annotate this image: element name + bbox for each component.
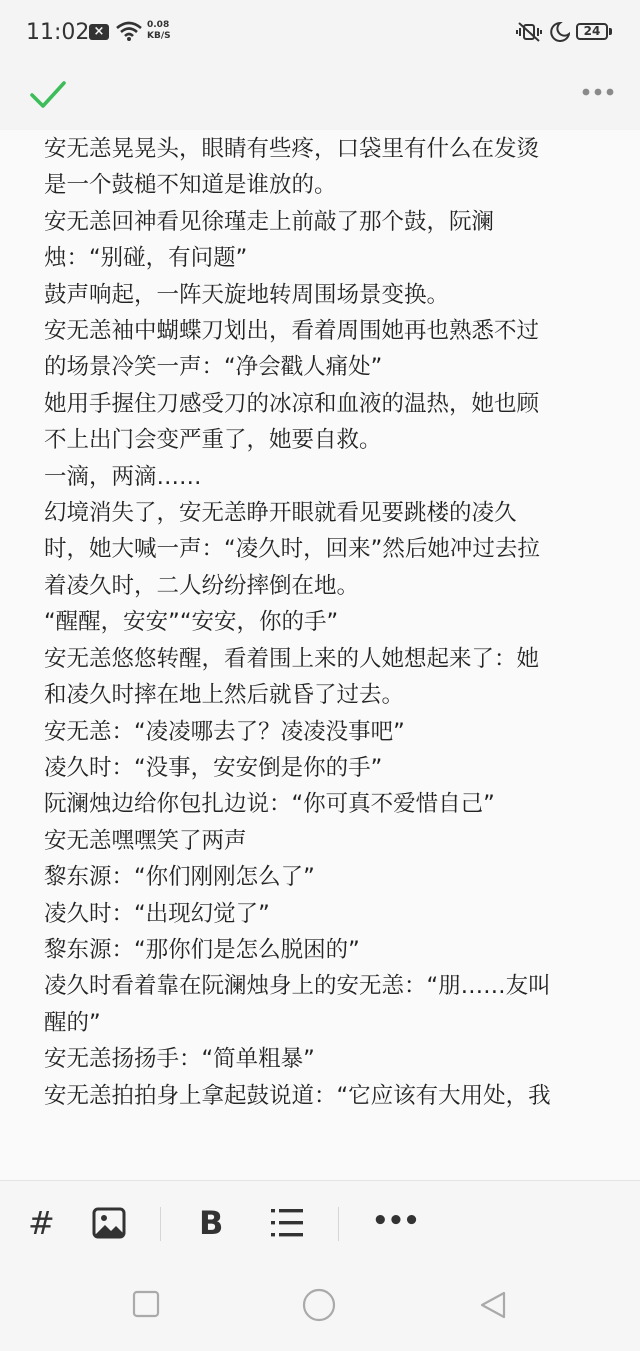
more-options-button[interactable]: ••• [372,1206,419,1236]
hashtag-button[interactable]: # [28,1204,55,1242]
text-line: 醒的” [44,1009,101,1036]
network-speed-unit: KB/S [147,31,171,41]
toolbar-divider [338,1207,339,1241]
text-line: 黎东源：“你们刚刚怎么了” [44,864,315,891]
text-line: 安无恙嘿嘿笑了两声 [44,827,247,854]
battery-icon: 24 [576,23,608,40]
text-line: 安无恙扬扬手：“简单粗暴” [44,1046,315,1073]
text-line: “醒醒，安安”“安安，你的手” [44,609,339,636]
triangle-back-icon[interactable] [478,1290,508,1324]
text-line: 幻境消失了，安无恙睁开眼就看见要跳楼的凌久 [44,500,517,527]
text-line: 凌久时看着靠在阮澜烛身上的安无恙：“朋……友叫 [44,973,551,1000]
network-speed-value: 0.08 [147,20,170,30]
text-line: 阮澜烛边给你包扎边说：“你可真不爱惜自己” [44,791,495,818]
note-editor[interactable] [0,130,640,1180]
vibrate-mute-icon [516,22,542,46]
bold-button[interactable]: B [199,1204,224,1242]
formatting-toolbar [0,1180,640,1265]
image-icon[interactable] [92,1201,126,1245]
text-line: 和凌久时摔在地上然后就昏了过去。 [44,682,405,709]
status-bar [0,0,640,64]
text-line: 安无恙悠悠转醒，看着围上来的人她想起来了：她 [44,645,540,672]
text-line: 不上出门会变严重了，她要自救。 [44,427,382,454]
text-line: 是一个鼓槌不知道是谁放的。 [44,172,337,199]
text-line: 黎东源：“那你们是怎么脱困的” [44,936,360,963]
text-line: 安无恙晃晃头，眼睛有些疼，口袋里有什么在发烫 [44,136,540,162]
text-line: 烛：“别碰，有问题” [44,245,248,272]
close-box-icon: × [89,24,109,40]
text-line: 的场景冷笑一声：“净会戳人痛处” [44,354,383,381]
text-line: 安无恙回神看见徐瑾走上前敲了那个鼓，阮澜 [44,208,495,235]
battery-tip [609,28,612,35]
top-toolbar [0,64,640,130]
square-icon[interactable] [132,1290,160,1322]
moon-icon [548,22,570,46]
text-line: 安无恙：“凌凌哪去了？凌凌没事吧” [44,718,405,745]
text-line: 安无恙拍拍身上拿起鼓说道：“它应该有大用处，我 [44,1082,551,1109]
circle-icon[interactable] [302,1288,336,1326]
navigation-bar [0,1264,640,1351]
text-line: 一滴，两滴…… [44,463,202,490]
checkmark-icon[interactable] [28,74,68,114]
more-horizontal-icon[interactable] [580,82,616,102]
text-line: 凌久时：“没事，安安倒是你的手” [44,754,383,781]
note-text[interactable] [44,131,604,1114]
wifi-icon [116,21,142,45]
text-line: 安无恙袖中蝴蝶刀划出，看着周围她再也熟悉不过 [44,318,540,345]
network-speed [147,20,171,42]
text-line: 凌久时：“出现幻觉了” [44,900,270,927]
toolbar-divider [160,1207,161,1241]
text-line: 着凌久时，二人纷纷摔倒在地。 [44,572,360,599]
text-line: 时，她大喊一声：“凌久时，回来”然后她冲过去拉 [44,536,540,563]
text-line: 她用手握住刀感受刀的冰凉和血液的温热，她也顾 [44,390,540,417]
list-icon[interactable] [270,1201,304,1245]
status-time: 11:02 [26,20,90,45]
text-line: 鼓声响起，一阵天旋地转周围场景变换。 [44,281,450,308]
